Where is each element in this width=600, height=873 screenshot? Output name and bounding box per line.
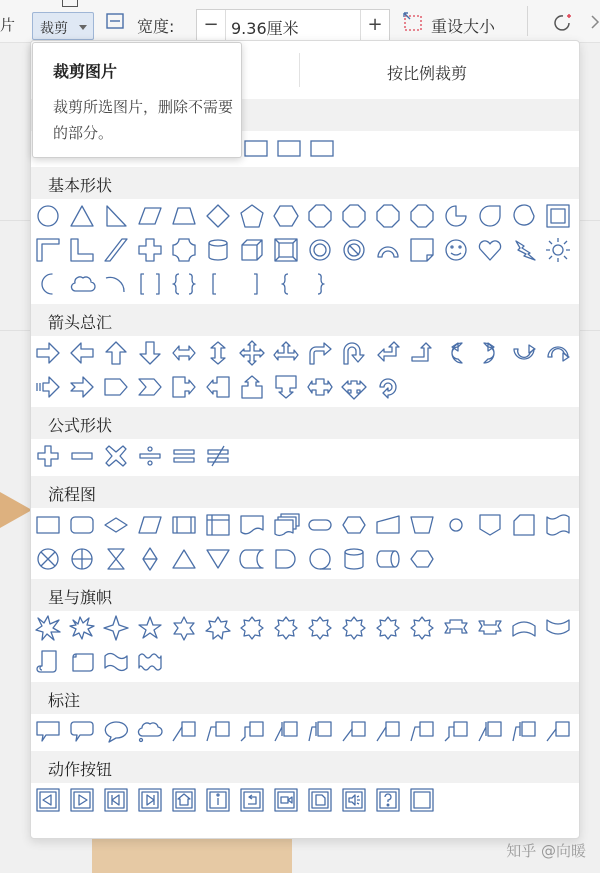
fInt-shape[interactable] (204, 511, 232, 539)
section-title: 标注 (48, 691, 81, 710)
cLine1-shape[interactable] (170, 717, 198, 745)
reset-size-button[interactable]: 重设大小 (431, 17, 496, 36)
aLeftUp-shape[interactable] (374, 339, 402, 367)
chevron-shape[interactable] (136, 373, 164, 401)
shape-row (31, 233, 579, 267)
lbrace-shape[interactable] (272, 270, 300, 298)
picture-edge (0, 492, 32, 528)
fOr-shape[interactable] (68, 545, 96, 573)
width-icon (106, 13, 124, 29)
shape-row (31, 611, 579, 645)
section-title: 基本形状 (48, 176, 113, 195)
fPrep-shape[interactable] (340, 511, 368, 539)
toolbar-divider (527, 6, 528, 36)
rectangle-shape[interactable] (275, 134, 303, 162)
cloud-shape[interactable] (68, 270, 96, 298)
watermark: 知乎 @向暖 (506, 842, 586, 860)
oct-shape[interactable] (374, 202, 402, 230)
fSum-shape[interactable] (34, 545, 62, 573)
actMovie-shape[interactable] (272, 786, 300, 814)
shape-row (31, 508, 579, 542)
exp1-shape[interactable] (34, 614, 62, 642)
tri-shape[interactable] (68, 202, 96, 230)
st8-shape[interactable] (340, 614, 368, 642)
aBent-shape[interactable] (306, 339, 334, 367)
cube-shape[interactable] (238, 236, 266, 264)
tab-crop-by-ratio[interactable]: 按比例裁剪 (387, 64, 468, 83)
oval-shape[interactable] (34, 202, 62, 230)
pie-shape[interactable] (442, 202, 470, 230)
diagstripe-shape[interactable] (102, 236, 130, 264)
st8-shape[interactable] (238, 614, 266, 642)
fTape-shape[interactable] (544, 511, 572, 539)
aBentUp-shape[interactable] (408, 339, 436, 367)
callL-shape[interactable] (204, 373, 232, 401)
neq-shape[interactable] (204, 442, 232, 470)
fSort-shape[interactable] (136, 545, 164, 573)
plusEq-shape[interactable] (34, 442, 62, 470)
ribbonCU-shape[interactable] (510, 614, 538, 642)
section-header-flowchart (31, 476, 579, 508)
tooltip-body: 裁剪所选图片，删除不需要的部分。 (53, 98, 234, 142)
para-shape[interactable] (136, 202, 164, 230)
aQuad-shape[interactable] (238, 339, 266, 367)
fDisp-shape[interactable] (408, 545, 436, 573)
callU-shape[interactable] (238, 373, 266, 401)
fStored-shape[interactable] (238, 545, 266, 573)
braces-shape[interactable] (170, 270, 198, 298)
shape-row (31, 542, 579, 576)
ribbonD-shape[interactable] (476, 614, 504, 642)
actReturn-shape[interactable] (238, 786, 266, 814)
aDown-shape[interactable] (136, 339, 164, 367)
cBorder-shape[interactable] (340, 717, 368, 745)
frame-shape[interactable] (544, 202, 572, 230)
st4-shape[interactable] (102, 614, 130, 642)
tear-shape[interactable] (476, 202, 504, 230)
fCard-shape[interactable] (510, 511, 538, 539)
fManOp-shape[interactable] (408, 511, 436, 539)
ribbonU-shape[interactable] (442, 614, 470, 642)
minus-shape[interactable] (68, 442, 96, 470)
section-header-basic-shapes (31, 167, 579, 199)
moon-shape[interactable] (34, 270, 62, 298)
arcOnly-shape[interactable] (102, 270, 130, 298)
aCurveUp-shape[interactable] (510, 339, 538, 367)
st8-shape[interactable] (306, 614, 334, 642)
cLine2-shape[interactable] (408, 717, 436, 745)
plaque-shape[interactable] (170, 236, 198, 264)
fOff-shape[interactable] (476, 511, 504, 539)
cOval-shape[interactable] (102, 717, 130, 745)
callR-shape[interactable] (170, 373, 198, 401)
aUD-shape[interactable] (204, 339, 232, 367)
picture-toolbar (0, 0, 600, 43)
cCloud-shape[interactable] (136, 717, 164, 745)
bevel-shape[interactable] (272, 236, 300, 264)
cAccent1-shape[interactable] (272, 717, 300, 745)
crop-shape-panel (30, 40, 580, 839)
chord-shape[interactable] (510, 202, 538, 230)
crop-button[interactable] (32, 12, 94, 40)
section-title: 公式形状 (48, 416, 113, 435)
section-header-callouts (31, 682, 579, 714)
aNotched-shape[interactable] (68, 373, 96, 401)
cAccent2-shape[interactable] (306, 717, 334, 745)
tab-divider (299, 53, 300, 87)
aCurveL-shape[interactable] (442, 339, 470, 367)
fMerge-shape[interactable] (204, 545, 232, 573)
aStriped-shape[interactable] (34, 373, 62, 401)
exp2-shape[interactable] (68, 614, 96, 642)
fDoc-shape[interactable] (238, 511, 266, 539)
section-title: 星与旗帜 (48, 588, 113, 607)
shape-row (31, 370, 579, 404)
rtri-shape[interactable] (102, 202, 130, 230)
crop-tooltip (32, 42, 242, 158)
halfframe-shape[interactable] (34, 236, 62, 264)
actBlank-shape[interactable] (408, 786, 436, 814)
st5-shape[interactable] (136, 614, 164, 642)
oct-shape[interactable] (340, 202, 368, 230)
div-shape[interactable] (136, 442, 164, 470)
cLine3-shape[interactable] (238, 717, 266, 745)
cLine2-shape[interactable] (204, 717, 232, 745)
scrollH-shape[interactable] (68, 648, 96, 676)
diamond-shape[interactable] (204, 202, 232, 230)
rectangle-shape[interactable] (242, 134, 270, 162)
section-title: 流程图 (48, 485, 97, 504)
section-title: 箭头总汇 (48, 313, 113, 332)
trap-shape[interactable] (170, 202, 198, 230)
shape-row (31, 783, 579, 817)
increase-width-button[interactable]: + (360, 10, 389, 40)
fDec-shape[interactable] (102, 511, 130, 539)
ribbonCD-shape[interactable] (544, 614, 572, 642)
section-header-stars-banners (31, 579, 579, 611)
oct-shape[interactable] (306, 202, 334, 230)
donut-shape[interactable] (306, 236, 334, 264)
wave-shape[interactable] (102, 648, 130, 676)
fMag-shape[interactable] (340, 545, 368, 573)
heart-shape[interactable] (476, 236, 504, 264)
actBegin-shape[interactable] (102, 786, 130, 814)
width-value[interactable]: 9.36厘米 (231, 19, 299, 38)
aUturn-shape[interactable] (340, 339, 368, 367)
actHelp-shape[interactable] (374, 786, 402, 814)
width-stepper[interactable] (196, 9, 390, 41)
actFwd-shape[interactable] (68, 786, 96, 814)
fPre-shape[interactable] (170, 511, 198, 539)
dwave-shape[interactable] (136, 648, 164, 676)
tooltip-title: 裁剪图片 (53, 62, 118, 81)
fDirect-shape[interactable] (374, 545, 402, 573)
actSound-shape[interactable] (340, 786, 368, 814)
actDoc-shape[interactable] (306, 786, 334, 814)
rectangle-shape[interactable] (308, 134, 336, 162)
sun-shape[interactable] (544, 236, 572, 264)
section-header-equation-shapes (31, 407, 579, 439)
corner-shape[interactable] (68, 236, 96, 264)
mult-shape[interactable] (102, 442, 130, 470)
cBorder-shape[interactable] (544, 717, 572, 745)
aCurveDn-shape[interactable] (544, 339, 572, 367)
st7-shape[interactable] (204, 614, 232, 642)
st8-shape[interactable] (272, 614, 300, 642)
aLeft-shape[interactable] (68, 339, 96, 367)
rbrace-shape[interactable] (306, 270, 334, 298)
cAccent2-shape[interactable] (510, 717, 538, 745)
shape-row (31, 714, 579, 748)
section-header-arrows (31, 304, 579, 336)
chevron-down-icon (79, 25, 87, 30)
decrease-width-button[interactable]: − (197, 10, 226, 40)
actInfo-shape[interactable] (204, 786, 232, 814)
section-header-action-buttons (31, 751, 579, 783)
pent-shape[interactable] (238, 202, 266, 230)
actEnd-shape[interactable] (136, 786, 164, 814)
aCurveR-shape[interactable] (476, 339, 504, 367)
width-label: 宽度: (137, 17, 175, 36)
shape-row (31, 645, 579, 679)
fSeq-shape[interactable] (306, 545, 334, 573)
fData-shape[interactable] (136, 511, 164, 539)
st6-shape[interactable] (170, 614, 198, 642)
noSym-shape[interactable] (340, 236, 368, 264)
can-shape[interactable] (204, 236, 232, 264)
callQuad-shape[interactable] (340, 373, 368, 401)
fTerm-shape[interactable] (306, 511, 334, 539)
oct-shape[interactable] (408, 202, 436, 230)
actHome-shape[interactable] (170, 786, 198, 814)
crop-button-label: 裁剪 (40, 21, 68, 37)
fProc-shape[interactable] (34, 511, 62, 539)
fDelay-shape[interactable] (272, 545, 300, 573)
smile-shape[interactable] (442, 236, 470, 264)
shape-row (31, 336, 579, 370)
section-title: 动作按钮 (48, 760, 113, 779)
fExt-shape[interactable] (170, 545, 198, 573)
lbrack-shape[interactable] (204, 270, 232, 298)
hex-shape[interactable] (272, 202, 300, 230)
circArrow-shape[interactable] (374, 373, 402, 401)
shape-row (31, 267, 579, 301)
st8-shape[interactable] (408, 614, 436, 642)
cAccent1-shape[interactable] (476, 717, 504, 745)
aRight-shape[interactable] (34, 339, 62, 367)
cLine1-shape[interactable] (374, 717, 402, 745)
fold-shape[interactable] (408, 236, 436, 264)
eq-shape[interactable] (170, 442, 198, 470)
toolbar-stub-text: 片 (0, 16, 16, 34)
fManIn-shape[interactable] (374, 511, 402, 539)
cRect-shape[interactable] (34, 717, 62, 745)
callD-shape[interactable] (272, 373, 300, 401)
aTri-shape[interactable] (272, 339, 300, 367)
cRound-shape[interactable] (68, 717, 96, 745)
more-icon[interactable] (590, 14, 600, 30)
pentArrow-shape[interactable] (102, 373, 130, 401)
shape-row (31, 199, 579, 233)
scrollV-shape[interactable] (34, 648, 62, 676)
arc-shape[interactable] (374, 236, 402, 264)
brackets-shape[interactable] (136, 270, 164, 298)
crop-icon (62, 0, 78, 7)
shape-row (31, 439, 579, 473)
fCol-shape[interactable] (102, 545, 130, 573)
cLine3-shape[interactable] (442, 717, 470, 745)
plus-shape[interactable] (136, 236, 164, 264)
reset-size-icon[interactable] (402, 11, 426, 33)
rotate-icon[interactable] (552, 12, 574, 34)
fAlt-shape[interactable] (68, 511, 96, 539)
st8-shape[interactable] (374, 614, 402, 642)
bolt-shape[interactable] (510, 236, 538, 264)
aUp-shape[interactable] (102, 339, 130, 367)
fMulti-shape[interactable] (272, 511, 300, 539)
rbrack-shape[interactable] (238, 270, 266, 298)
aLR-shape[interactable] (170, 339, 198, 367)
callLR-shape[interactable] (306, 373, 334, 401)
actBack-shape[interactable] (34, 786, 62, 814)
fConn-shape[interactable] (442, 511, 470, 539)
